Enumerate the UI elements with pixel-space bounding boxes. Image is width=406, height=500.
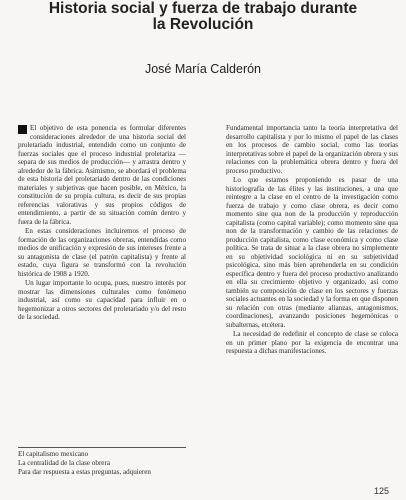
paragraph: Fundamental importancia tanto la teoría interpretativa del desarrollo capitalista y por lo mismo el papel de las clases en los procesos de cambio social, como las teorías interpretativas sobre el papel de la organización obrera y sus relaciones con la problemática obrera dentro y fuera del proceso productivo. <box>226 124 398 175</box>
right-column <box>226 124 398 357</box>
paragraph: En estas consideraciones incluiremos el proceso de formación de las organizaciones obreras, entendidas como medios de unificación y expresión de sus intereses frente a su antagonista de clase (el patrón capitalista) y frente al estado, cuya figura se transformó con la revolución histórica de 1908 a 1920. <box>18 227 186 278</box>
footnote-line: El capitalismo mexicano <box>18 450 89 458</box>
paragraph-text: El objetivo de esta ponencia es formular diferentes consideraciones alrededor de una historia social del proletariado industrial, entendido como un conjunto de fuerzas sociales que el proceso industrial proletariza —separa de sus medios de producción— y arrastra dentro y alrededor de la fábrica. Asimismo, se abordará el problema de esta historia del proletariado dentro de las condiciones materiales y subjetivas que hacen posible, en México, la constitución de su propia cultura, es decir de sus propias referencias valorativas y sus propios códigos de entendimiento, a partir de su situación común dentro y fuera de la fábrica. <box>18 124 186 226</box>
footnote-line: La centralidad de la clase obrera <box>18 459 110 467</box>
footnote-divider <box>18 447 186 448</box>
article-title-line-1: Historia social y fuerza de trabajo durante <box>48 0 358 17</box>
footnote-line: Para dar respuesta a estas preguntas, adquieren <box>18 468 151 476</box>
left-column <box>18 124 186 323</box>
paragraph: Un lugar importante lo ocupa, pues, nuestro interés por mostrar las dimensiones culturales como fenómeno industrial, así como su capacidad para influir en o hegemonizar a otros sectores del proletariado y/o del resto de la sociedad. <box>18 279 186 321</box>
article-title-line-2: la Revolución <box>152 16 254 33</box>
footnotes-area <box>18 450 186 477</box>
author-name: José María Calderón <box>144 62 262 76</box>
paragraph <box>18 124 186 226</box>
paragraph: Lo que estamos proponiendo es pasar de una historiografía de las élites y las instituciones, a una que reintegre a la clase en el centro de la investigación como fuerza de trabajo y como clase obrera, es decir como momento sine qua non de la producción y reproducción capitalista (como capital variable); como momento sine qua non de la transformación y cambio de las relaciones de producción capitalista, como clase económica y como clase política. Se trata de situar a la clase obrera no simplemente en su objetividad sociológica ni en su subjetividad psicológica, sino más bien aprehenderla en su condición específica dentro y fuera del proceso productivo analizando en ella su crecimiento objetivo y organizado, así como también su composición de clase en los sectores y fuerzas sociales actuantes en la sociedad y la forma en que disponen su relación con otras (mediante alianzas, antagonismos, coordinaciones), avanzando posiciones hegemónicas o subalternas, etcétera. <box>226 176 398 329</box>
paragraph: La necesidad de redefinir el concepto de clase se coloca en un primer plano por la exigencia de encontrar una respuesta a dichas manifestaciones. <box>226 330 398 355</box>
drop-cap-mark <box>18 125 27 134</box>
page-number: 125 <box>374 486 390 496</box>
